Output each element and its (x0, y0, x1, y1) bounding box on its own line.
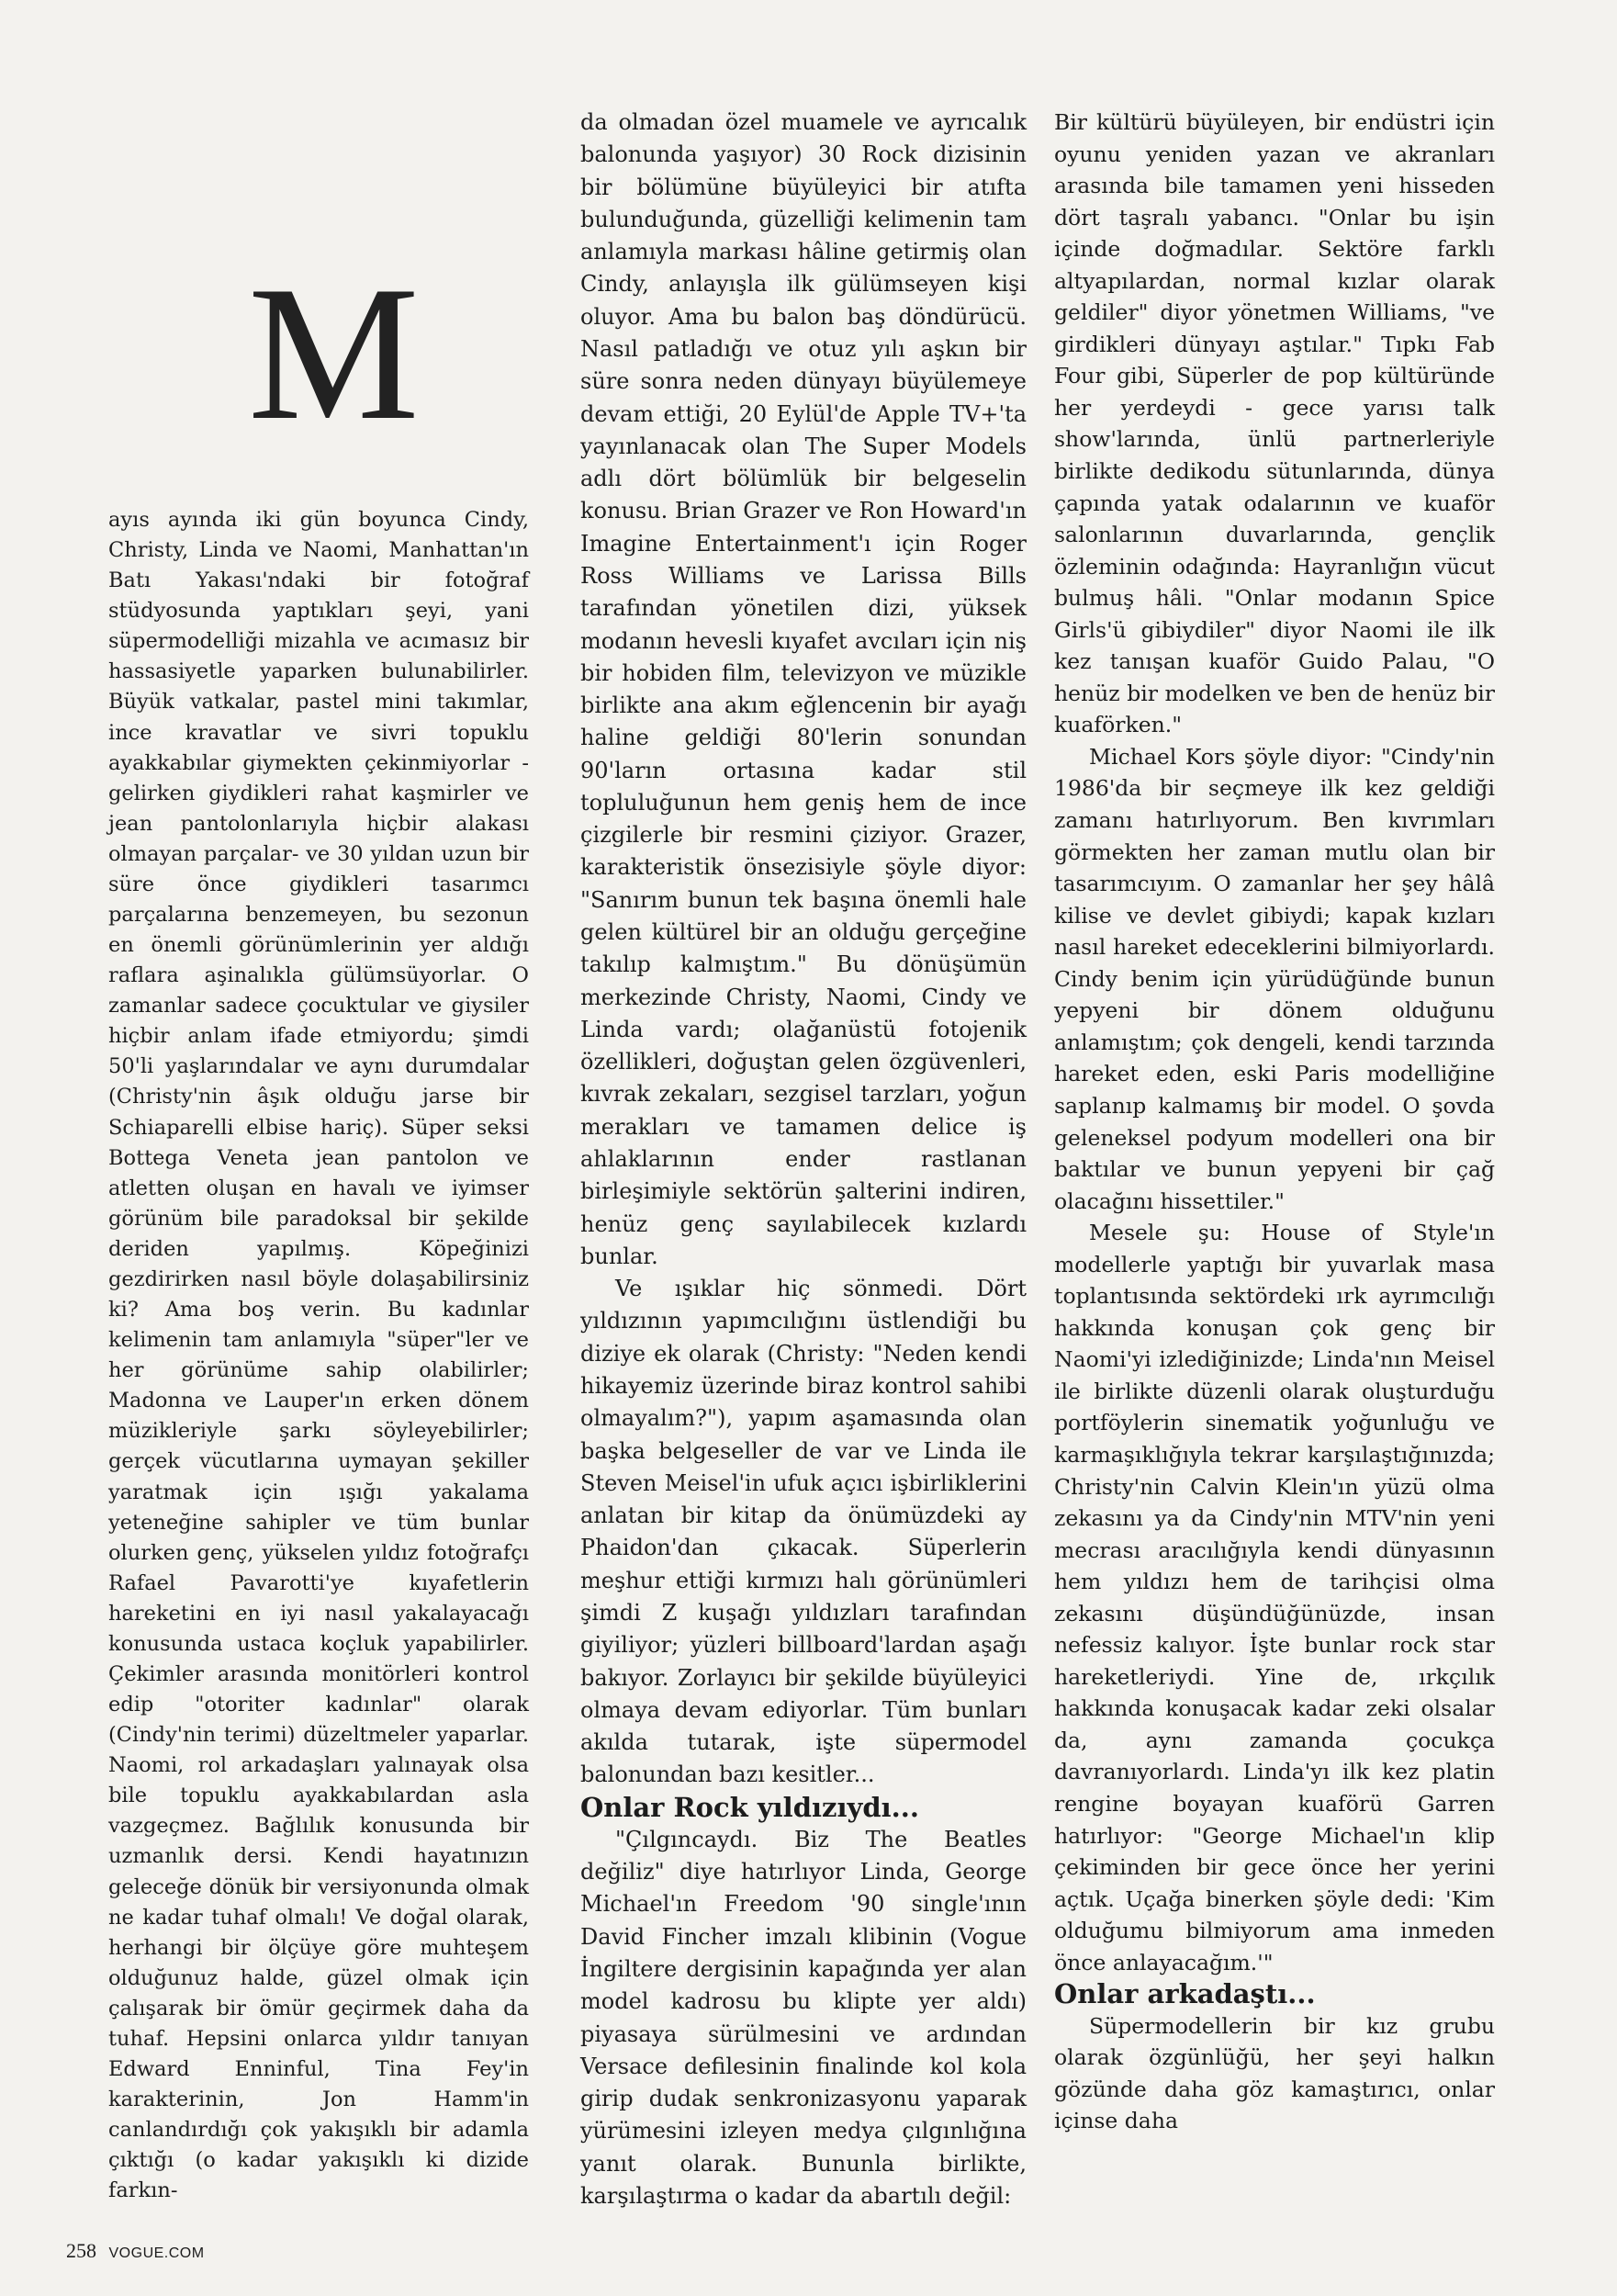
paragraph: "Çılgıncaydı. Biz The Beatles değiliz" diye hatırlıyor Linda, George Michael'ın Freedom '90 single'ının David Fincher imzalı klibinin (Vogue İngiltere dergisinin kapağında yer alan model kadrosu bu klipte yer aldı) piyasaya sürülmesini ve ardından Versace defilesinin finalinde kol kola girip dudak senkronizasyonu yaparak yürümesini izleyen medya çılgınlığına yanıt olarak. Bununla birlikte, karşılaştırma o kadar da abartılı değil: (580, 1826, 1027, 2209)
paragraph: Michael Kors şöyle diyor: "Cindy'nin 1986'da bir seçmeye ilk kez geldiği zamanı hatırlıyorum. Ben kıvrımları görmekten her zaman mutlu olan bir tasarımcıyım. O zamanlar her şey hâlâ kilise ve devlet gibiydi; kapak kızları nasıl hareket edeceklerini bilmiyorlardı. Cindy benim için yürüdüğünde bunun yepyeni bir dönem olduğunu anlamıştım; çok dengeli, kendi tarzında hareket eden, eski Paris modelliğine saplanıp kalmamış bir model. O şovda geleneksel podyum modelleri ona bir baktılar ve bunun yepyeni bir çağ olacağını hissettiler." (1054, 743, 1495, 1214)
drop-cap: M (248, 247, 420, 460)
paragraph: da olmadan özel muamele ve ayrıcalık balonunda yaşıyor) 30 Rock dizisinin bir bölümüne büyüleyici bir atıfta bulunduğunda, güzelliği kelimenin tam anlamıyla markası hâline getirmiş olan Cindy, anlayışla ilk gülümseyen kişi oluyor. Ama bu balon baş döndürücü. Nasıl patladığı ve otuz yılı aşkın bir süre sonra neden dünyayı büyülemeye devam ettiği, 20 Eylül'de Apple TV+'ta yayınlanacak olan The Super Models adlı dört bölümlük bir belgeselin konusu. Brian Grazer ve Ron Howard'ın Imagine Entertainment'ı için Roger Ross Williams ve Larissa Bills tarafından yönetilen dizi, yüksek modanın hevesli kıyafet avcıları için niş bir hobiden film, televizyon ve müzikle birlikte ana akım eğlencenin bir ayağı haline geldiği 80'lerin sonundan 90'ların ortasına kadar stil topluluğunun hem geniş hem de ince çizgilerle bir resmini çiziyor. Grazer, karakteristik önsezisiyle şöyle diyor: "Sanırım bunun tek başına önemli hale gelen kültürel bir an olduğu gerçeğine takılıp kalmıştım." Bu dönüşümün merkezinde Christy, Naomi, Cindy ve Linda vardı; olağanüstü fotojenik özellikleri, doğuştan gelen özgüvenleri, kıvrak zekaları, sezgisel tarzları, yoğun merakları ve tamamen delice iş ahlaklarının ender rastlanan birleşimiyle sektörün şalterini indiren, henüz genç sayılabilecek kızlardı bunlar. (580, 109, 1027, 1269)
subheading-friends: Onlar arkadaştı... (1054, 1978, 1316, 2010)
paragraph: Mesele şu: House of Style'ın modellerle yaptığı bir yuvarlak masa toplantısında sektördeki ırk ayrımcılığı hakkında konuşan çok genç bir Naomi'yi izlediğinizde; Linda'nın Meisel ile birlikte düzenli olarak oluşturduğu portföylerin sinematik yoğunluğu ve karmaşıklığıyla tekrar karşılaştığınızda; Christy'nin Calvin Klein'ın yüzü olma zekasını ya da Cindy'nin MTV'nin yeni mecrası aracılığıyla kendi dünyasının hem yıldızı hem de tarihçisi olma zekasını düşündüğünüzde, insan nefessiz kalıyor. İşte bunlar rock star hareketleriydi. Yine de, ırkçılık hakkında konuşacak kadar zeki olsalar da, aynı zamanda çocukça davranıyorlardı. Linda'yı ilk kez platin rengine boyayan kuaförü Garren hatırlıyor: "George Michael'ın klip çekiminden bir gece önce her yerini açtık. Uçağa binerken şöyle dedi: 'Kim olduğumu bilmiyorum ama inmeden önce anlayacağım.'" (1054, 1220, 1495, 1975)
paragraph: Bir kültürü büyüleyen, bir endüstri için oyunu yeniden yazan ve akranları arasında bile tamamen yeni hisseden dört taşralı yabancı. "Onlar bu işin içinde doğmadılar. Sektöre farklı altyapılardan, normal kızlar olarak geldiler" diyor yönetmen Williams, "ve girdikleri dünyayı aştılar." Tıpkı Fab Four gibi, Süperler de pop kültüründe her yerdeydi - gece yarısı talk show'larında, ünlü partnerleriyle birlikte dedikodu sütunlarında, dünya çapında yatak odalarının ve kuaför salonlarının duvarlarında, gençlik özleminin odağında: Hayranlığın vücut bulmuş hâli. "Onlar modanın Spice Girls'ü gibiydiler" diyor Naomi ile ilk kez tanışan kuaför Guido Palau, "O henüz bir modelken ve ben de henüz bir kuaförken." (1054, 109, 1495, 738)
subheading-rock-stars: Onlar Rock yıldızıydı... (580, 1791, 919, 1823)
column-3 (1054, 107, 1495, 2137)
site-name: VOGUE.COM (108, 2245, 205, 2261)
page-number: 258 (66, 2239, 96, 2262)
column-2 (580, 107, 1027, 2212)
paragraph: Ve ışıklar hiç sönmedi. Dört yıldızının yapımcılığını üstlendiği bu diziye ek olarak (Christy: "Neden kendi hikayemiz üzerinde biraz kontrol sahibi olmayalım?"), yapım aşamasında olan başka belgeseller de var ve Linda ile Steven Meisel'in ufuk açıcı işbirliklerini anlatan bir kitap da önümüzdeki ay Phaidon'dan çıkacak. Süperlerin meşhur ettiği kırmızı halı görünümleri şimdi Z kuşağı yıldızları tarafından giyiliyor; yüzleri billboard'lardan aşağı bakıyor. Zorlayıcı bir şekilde büyüleyici olmaya devam ediyorlar. Tüm bunları akılda tutarak, işte süpermodel balonundan bazı kesitler... (580, 1276, 1027, 1788)
column-1 (108, 505, 529, 2206)
paragraph: ayıs ayında iki gün boyunca Cindy, Christy, Linda ve Naomi, Manhattan'ın Batı Yakası'ndaki bir fotoğraf stüdyosunda yaptıkları şeyi, yani süpermodelliği mizahla ve acımasız bir hassasiyetle yaparken bulunabilirler. Büyük vatkalar, pastel mini takımlar, ince kravatlar ve sivri topuklu ayakkabılar giymekten çekinmiyorlar -gelirken giydikleri rahat kaşmirler ve jean pantolonlarıyla hiçbir alakası olmayan parçalar- ve 30 yıldan uzun bir süre önce giydikleri tasarımcı parçalarına benzemeyen, bu sezonun en önemli görünümlerinin yer aldığı raflara aşinalıkla gülümsüyorlar. O zamanlar sadece çocuktular ve giysiler hiçbir anlam ifade etmiyordu; şimdi 50'li yaşlarındalar ve aynı durumdalar (Christy'nin âşık olduğu jarse bir Schiaparelli elbise hariç). Süper seksi Bottega Veneta jean pantolon ve atletten oluşan en havalı ve iyimser görünüm bile paradoksal bir şekilde deriden yapılmış. Köpeğinizi gezdirirken nasıl böyle dolaşabilirsiniz ki? Ama boş verin. Bu kadınlar kelimenin tam anlamıyla "süper"ler ve her görünüme sahip olabilirler; Madonna ve Lauper'ın erken dönem müzikleriyle şarkı söyleyebilirler; gerçek vücutlarına uymayan şekiller yaratmak için ışığı yakalama yeteneğine sahipler ve tüm bunlar olurken genç, yükselen yıldız fotoğrafçı Rafael Pavarotti'ye kıyafetlerin hareketini en iyi nasıl yakalayacağı konusunda ustaca koçluk yapabilirler. Çekimler arasında monitörleri kontrol edip "otoriter kadınlar" olarak (Cindy'nin terimi) düzeltmeler yaparlar. Naomi, rol arkadaşları yalınayak olsa bile topuklu ayakkabılardan asla vazgeçmez. Bağlılık konusunda bir uzmanlık dersi. Kendi hayatınızın geleceğe dönük bir versiyonunda olmak ne kadar tuhaf olmalı! Ve doğal olarak, herhangi bir ölçüye göre muhteşem olduğunuz halde, güzel olmak için çalışarak bir ömür geçirmek daha da tuhaf. Hepsini onlarca yıldır tanıyan Edward Enninful, Tina Fey'in karakterinin, Jon Hamm'in canlandırdığı çok yakışıklı bir adamla çıktığı (o kadar yakışıklı ki dizide farkın- (108, 508, 529, 2203)
page-footer (66, 2239, 205, 2263)
paragraph: Süpermodellerin bir kız grubu olarak özgünlüğü, her şeyi halkın gözünde daha göz kamaştırıcı, onlar içinse daha (1054, 2012, 1495, 2134)
